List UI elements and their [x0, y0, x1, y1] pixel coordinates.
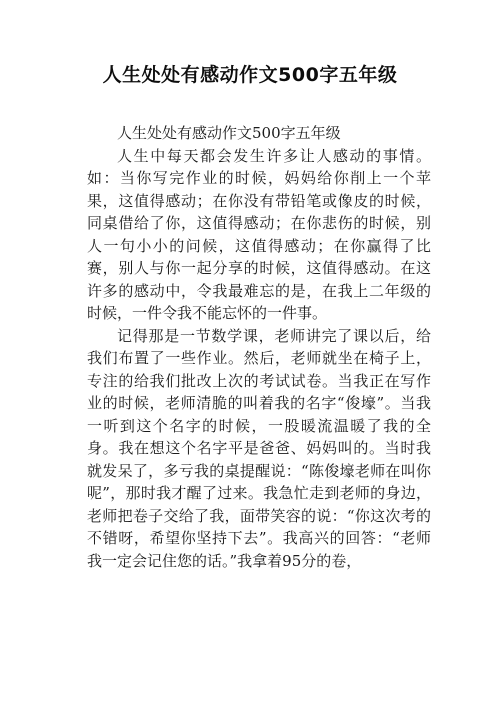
- paragraph-2: 记得那是一节数学课，老师讲完了课以后，给我们布置了一些作业。然后，老师就坐在椅子上，专注的给我们批改上次的考试试卷。当我正在写作业的时候，老师清脆的叫着我的名字“俊壕”。当我一听到这个名字的时候，一股暖流温暖了我的全身。我在想这个名字平是爸爸、妈妈叫的。当时我就发呆了，多亏我的桌提醒说：“陈俊壕老师在叫你呢”，那时我才醒了过来。我急忙走到老师的身边，老师把卷子交给了我，面带笑容的说：“你这次考的不错呀，希望你坚持下去”。我高兴的回答：“老师我一定会记住您的话。”我拿着95分的卷，: [87, 326, 431, 570]
- document-title: 人生处处有感动作文500字五年级: [102, 64, 398, 86]
- document-body: [87, 122, 431, 572]
- paragraph-1: 人生中每天都会发生许多让人感动的事情。如：当你写完作业的时候，妈妈给你削上一个苹果，这值得感动；在你没有带铅笔或像皮的时候，同桌借给了你，这值得感动；在你悲伤的时候，别人一句小小的问候，这值得感动；在你赢得了比赛，别人与你一起分享的时候，这值得感动。在这许多的感动中，令我最难忘的是，在我上二年级的时候，一件令我不能忘怀的一件事。: [87, 146, 431, 322]
- paragraph-subtitle: 人生处处有感动作文500字五年级: [117, 124, 341, 142]
